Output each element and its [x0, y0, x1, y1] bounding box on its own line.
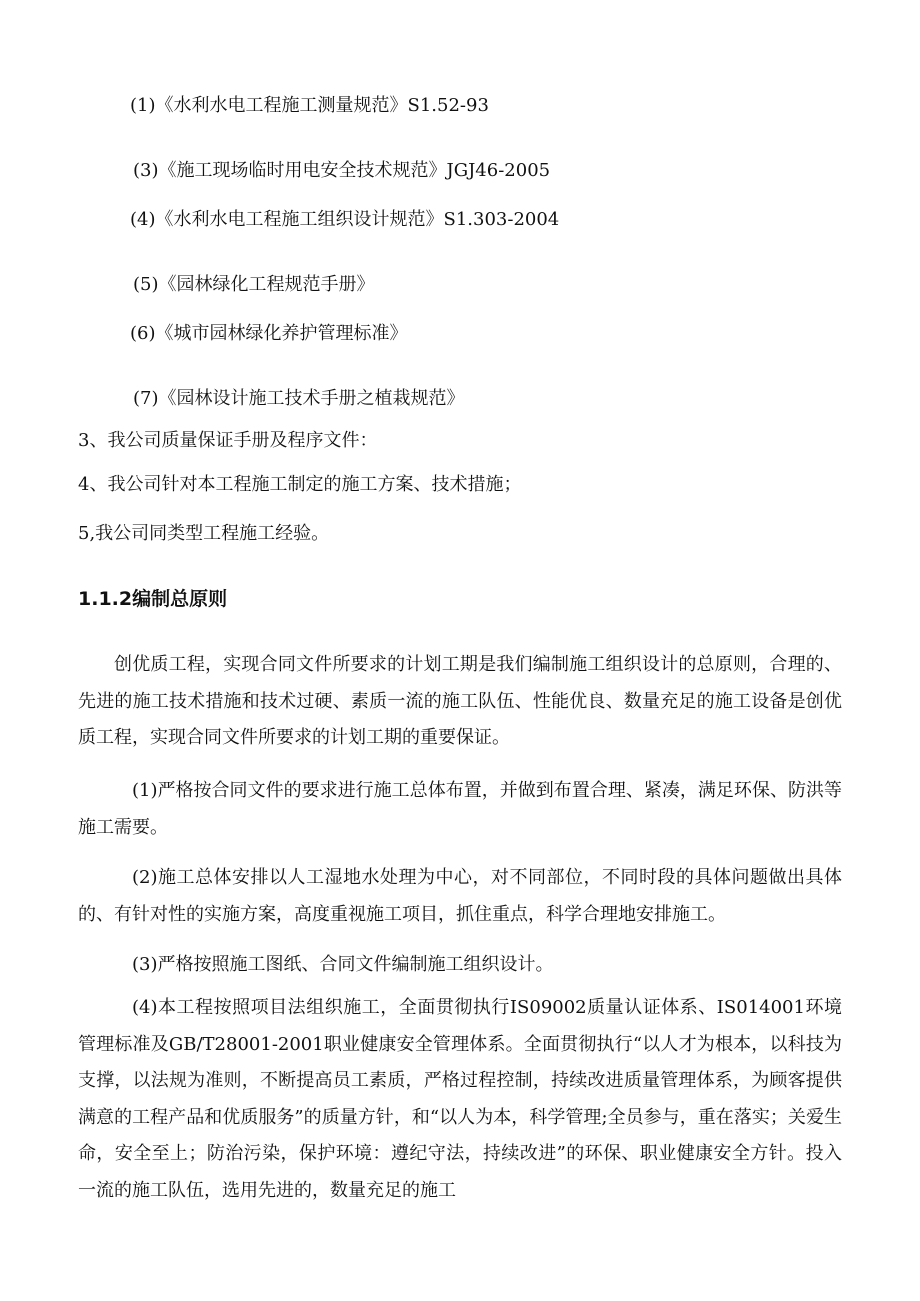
item-3: 3、我公司质量保证手册及程序文件： [78, 430, 378, 451]
section-heading: 1.1.2编制总原则 [78, 588, 228, 610]
reference-6: (6)《城市园林绿化养护管理标准》 [130, 323, 408, 344]
reference-5: (5)《园林绿化工程规范手册》 [133, 274, 375, 295]
reference-7: (7)《园林设计施工技术手册之植栽规范》 [133, 388, 465, 409]
principle-item-1: (1)严格按合同文件的要求进行施工总体布置，并做到布置合理、紧凑，满足环保、防洪等施工需要。 [78, 780, 842, 838]
principle-item-2: (2)施工总体安排以人工湿地水处理为中心，对不同部位，不同时段的具体问题做出具体的、有针对性的实施方案，高度重视施工项目，抓住重点，科学合理地安排施工。 [78, 867, 842, 925]
principle-item-3: (3)严格按照施工图纸、合同文件编制施工组织设计。 [132, 954, 554, 975]
item-4: 4、我公司针对本工程施工制定的施工方案、技术措施； [78, 474, 522, 495]
reference-1: (1)《水利水电工程施工测量规范》S1.52-93 [130, 95, 489, 116]
principle-paragraph: 创优质工程，实现合同文件所要求的计划工期是我们编制施工组织设计的总原则，合理的、先进的施工技术措施和技术过硬、素质一流的施工队伍、性能优良、数量充足的施工设备是创优质工程，实现合同文件所要求的计划工期的重要保证。 [78, 654, 842, 749]
reference-4: (4)《水利水电工程施工组织设计规范》S1.303-2004 [130, 209, 560, 230]
item-5: 5,我公司同类型工程施工经验。 [78, 523, 330, 544]
reference-3: (3)《施工现场临时用电安全技术规范》JGJ46-2005 [133, 160, 551, 181]
principle-item-4: (4)本工程按照项目法组织施工，全面贯彻执行IS09002质量认证体系、IS014001环境管理标准及GB/T28001-2001职业健康安全管理体系。全面贯彻执行“以人才为根本，以科技为支撑，以法规为准则，不断提高员工素质，严格过程控制，持续改进质量管理体系，为顾客提供满意的工程产品和优质服务”的质量方针，和“以人为本，科学管理;全员参与，重在落实；关爱生命，安全至上；防治污染，保护环境：遵纪守法，持续改进”的环保、职业健康安全方针。投入一流的施工队伍，选用先进的，数量充足的施工 [78, 997, 842, 1201]
